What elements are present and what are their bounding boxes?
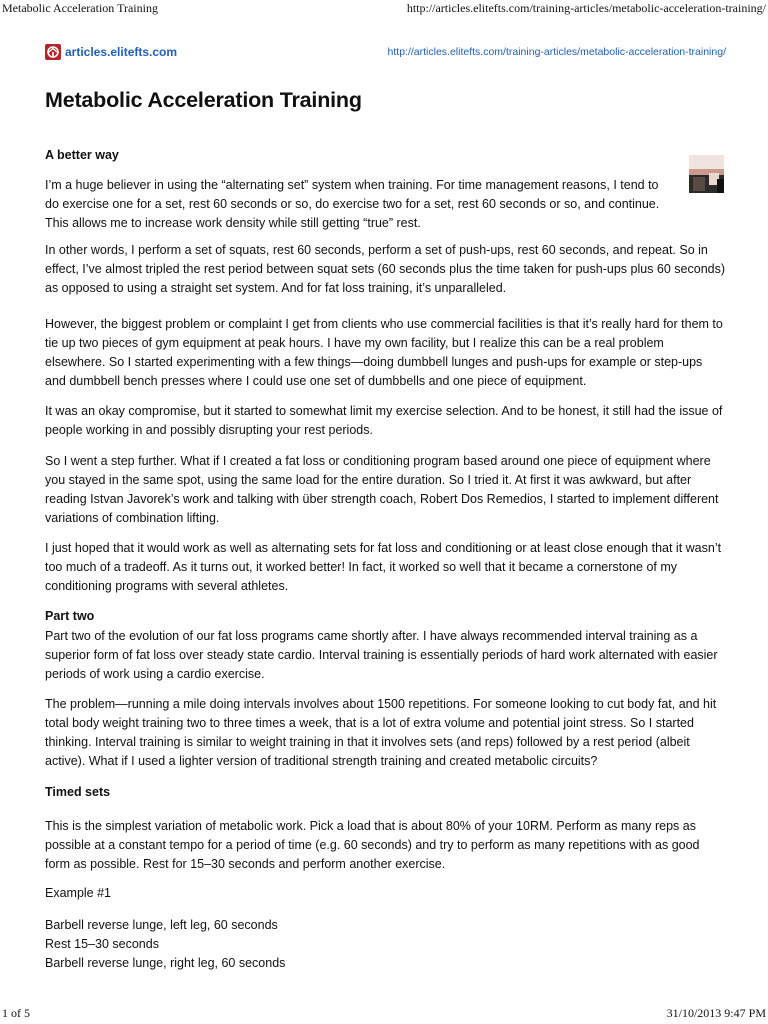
section-heading: Timed sets (45, 785, 111, 799)
site-logo-link[interactable] (45, 44, 177, 60)
paragraph: This is the simplest variation of metabolic work. Pick a load that is about 80% of your 10RM. Perform as many reps as possible at a constant tempo for a period of time (e.g. 60 seconds) and try to perform as many repetitions with as good form as possible. Rest for 15–30 seconds and perform another exercise. (45, 819, 700, 871)
paragraph: I’m a huge believer in using the “alternating set” system when training. For time management reasons, I tend to do exercise one for a set, rest 60 seconds or so, do exercise two for a set, rest 60 seconds or so, and continue. This allows me to increase work density while still getting “true” rest. (45, 178, 660, 230)
page-indicator: 1 of 5 (2, 1006, 30, 1020)
section-heading: Part two (45, 609, 95, 623)
paragraph: Rest 15–30 seconds (45, 937, 159, 951)
site-name: articles.elitefts.com (65, 45, 178, 59)
print-header-title: Metabolic Acceleration Training (2, 1, 158, 15)
paragraph: However, the biggest problem or complaint I get from clients who use commercial facilities is that it’s really hard for them to tie up two pieces of gym equipment at peak hours. I have my own facility, but I realize this can be a real problem elsewhere. So I started experimenting with a few things—doing dumbbell lunges and push-ups for example or step-ups and dumbbell bench presses where I could use one set of dumbbells and one piece of equipment. (45, 317, 723, 388)
paragraph: In other words, I perform a set of squats, rest 60 seconds, perform a set of push-ups, rest 60 seconds, and repeat. So in effect, I’ve almost tripled the rest period between squat sets (60 seconds plus the time taken for push-ups plus 60 seconds) as opposed to using a straight set system. And for fat loss training, it’s unparalleled. (45, 243, 726, 295)
section-heading: A better way (45, 148, 119, 162)
elitefts-logo-icon (45, 44, 61, 60)
print-header-url: http://articles.elitefts.com/training-articles/metabolic-acceleration-training/ (406, 1, 766, 15)
print-header (0, 0, 768, 18)
article-title: Metabolic Acceleration Training (45, 88, 362, 112)
print-datetime: 31/10/2013 9:47 PM (666, 1006, 766, 1020)
paragraph: So I went a step further. What if I created a fat loss or conditioning program based around one piece of equipment where you stayed in the same spot, using the same load for the entire duration. So I tried it. At first it was awkward, but after reading Istvan Javorek’s work and talking with über strength coach, Robert Dos Remedios, I started to implement different variations of combination lifting. (45, 454, 719, 525)
print-footer (0, 1005, 768, 1023)
paragraph: It was an okay compromise, but it started to somewhat limit my exercise selection. And to be honest, it still had the issue of people working in and possibly disrupting your rest periods. (45, 404, 723, 437)
athlete-photo-thumbnail (689, 155, 724, 193)
site-url-link[interactable]: http://articles.elitefts.com/training-articles/metabolic-acceleration-training/ (387, 46, 726, 58)
paragraph: Part two of the evolution of our fat loss programs came shortly after. I have always recommended interval training as a superior form of fat loss over steady state cardio. Interval training is essentially periods of hard work alternated with easier periods of work using a cardio exercise. (45, 629, 718, 681)
article (45, 88, 726, 970)
site-bar (45, 44, 726, 64)
paragraph: I just hoped that it would work as well as alternating sets for fat loss and conditioning or at least close enough that it wasn’t too much of a tradeoff. As it turns out, it worked better! In fact, it worked so well that it became a cornerstone of my conditioning programs with several athletes. (45, 541, 722, 593)
paragraph: Barbell reverse lunge, right leg, 60 seconds (45, 956, 286, 970)
paragraph: Example #1 (45, 886, 112, 900)
paragraph: The problem—running a mile doing intervals involves about 1500 repetitions. For someone looking to cut body fat, and hit total body weight training two to three times a week, that is a lot of extra volume and potential joint stress. So I started thinking. Interval training is similar to weight training in that it involves sets (and reps) followed by a rest period (albeit active). What if I used a lighter version of traditional strength training and created metabolic circuits? (45, 697, 717, 768)
paragraph: Barbell reverse lunge, left leg, 60 seconds (45, 918, 278, 932)
